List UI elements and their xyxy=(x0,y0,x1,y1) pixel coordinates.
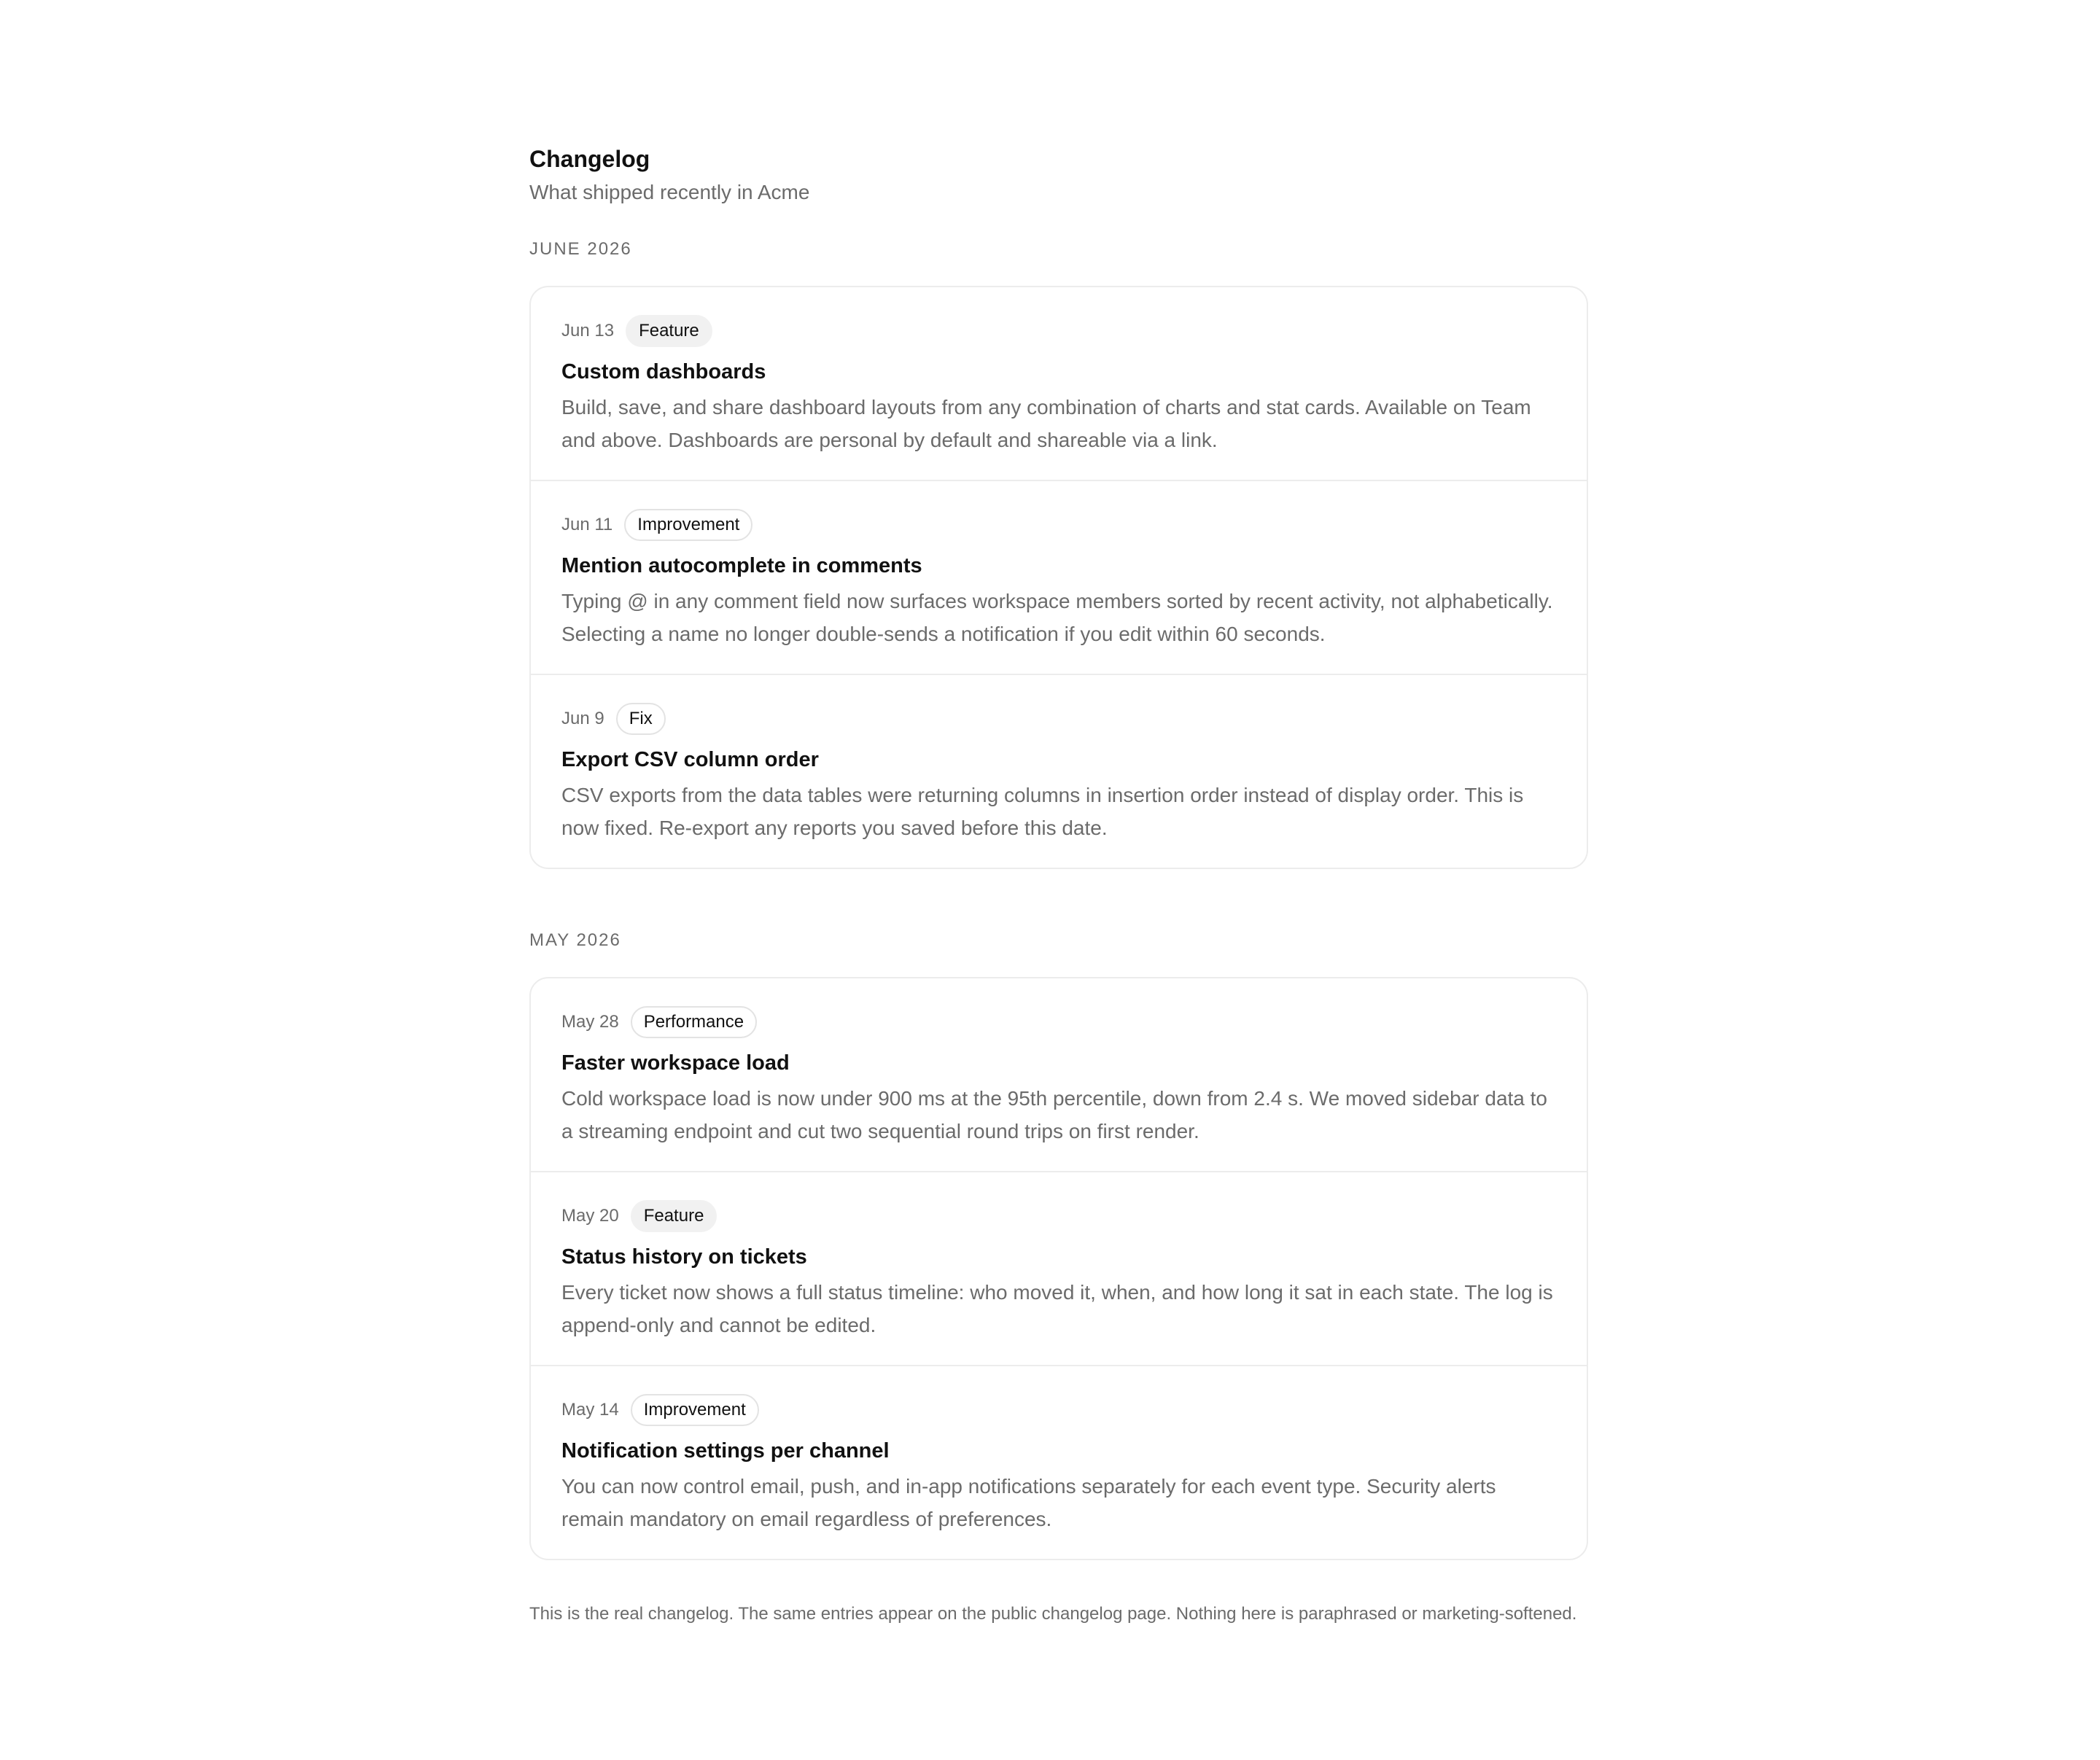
entry-title: Status history on tickets xyxy=(561,1245,807,1269)
changelog-page xyxy=(529,143,1588,1626)
footnote: This is the real changelog. The same entries appear on the public changelog page. Nothing here is paraphrased or marketing-softened. xyxy=(529,1604,1577,1624)
entry-meta xyxy=(561,315,1556,347)
entry-date: May 28 xyxy=(561,1012,619,1032)
tag-badge: Feature xyxy=(631,1200,718,1232)
page-title: Changelog xyxy=(529,146,650,172)
entry-title: Faster workspace load xyxy=(561,1051,790,1075)
entries-card xyxy=(529,286,1588,869)
page-subtitle: What shipped recently in Acme xyxy=(529,181,810,203)
changelog-entry xyxy=(531,480,1587,674)
entry-title: Export CSV column order xyxy=(561,748,819,771)
entry-meta xyxy=(561,509,1556,541)
tag-badge: Feature xyxy=(626,315,712,347)
tag-badge: Improvement xyxy=(624,509,752,541)
entry-date: Jun 11 xyxy=(561,515,613,534)
entry-body: Build, save, and share dashboard layouts from any combination of charts and stat cards. Available on Team and above. Dashboards are personal by default and shareable via a link. xyxy=(561,396,1531,451)
section-label: MAY 2026 xyxy=(529,930,621,950)
entry-meta xyxy=(561,1394,1556,1426)
changelog-entry xyxy=(531,674,1587,868)
entry-date: Jun 13 xyxy=(561,321,615,340)
entry-body: CSV exports from the data tables were returning columns in insertion order instead of display order. This is now fixed. Re-export any reports you saved before this date. xyxy=(561,784,1524,839)
tag-badge: Fix xyxy=(616,703,666,735)
changelog-entry xyxy=(531,1171,1587,1365)
entry-title: Custom dashboards xyxy=(561,360,766,383)
entry-date: Jun 9 xyxy=(561,709,604,728)
entry-body: Typing @ in any comment field now surfaces workspace members sorted by recent activity, not alphabetically. Selecting a name no longer double-sends a notification if you edit within 60 seconds. xyxy=(561,590,1553,645)
section-label: JUNE 2026 xyxy=(529,239,632,259)
entry-meta xyxy=(561,1006,1556,1038)
month-section-may xyxy=(529,929,1588,1560)
entry-date: May 20 xyxy=(561,1206,619,1226)
tag-badge: Performance xyxy=(631,1006,757,1038)
changelog-entry xyxy=(531,287,1587,480)
tag-badge: Improvement xyxy=(631,1394,759,1426)
entry-body: Cold workspace load is now under 900 ms at the 95th percentile, down from 2.4 s. We moved sidebar data to a streaming endpoint and cut two sequential round trips on first render. xyxy=(561,1087,1547,1142)
month-section-june xyxy=(529,238,1588,869)
entry-title: Mention autocomplete in comments xyxy=(561,554,922,577)
changelog-entry xyxy=(531,1365,1587,1559)
entry-title: Notification settings per channel xyxy=(561,1439,890,1463)
entry-meta xyxy=(561,703,1556,735)
entry-body: Every ticket now shows a full status timeline: who moved it, when, and how long it sat in each state. The log is append-only and cannot be edited. xyxy=(561,1281,1553,1336)
entry-date: May 14 xyxy=(561,1400,619,1420)
entry-meta xyxy=(561,1200,1556,1232)
entry-body: You can now control email, push, and in-app notifications separately for each event type. Security alerts remain mandatory on email regardless of preferences. xyxy=(561,1475,1496,1530)
changelog-entry xyxy=(531,978,1587,1171)
entries-card xyxy=(529,977,1588,1560)
